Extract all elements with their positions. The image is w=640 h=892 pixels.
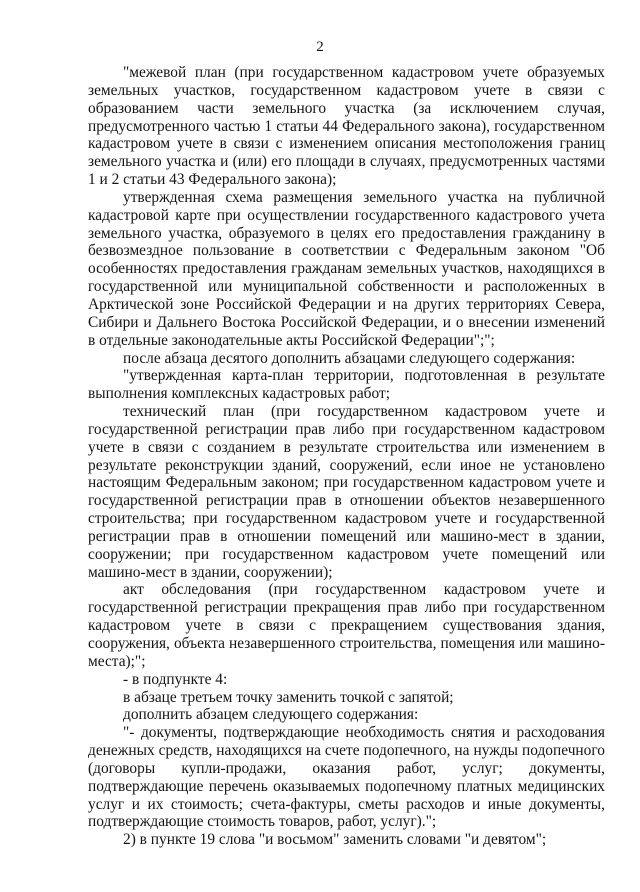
paragraph-dokumenty: "- документы, подтверждающие необходимость снятия и расходования денежных средств, находящихся на счете подопечного, на нужды подопечного (договоры купли-продажи, оказания работ, услуг; документы, подтверждающие перечень оказываемых подопечному платных медицинских услуг и их стоимость; счета-фактуры, сметы расходов и иные документы, подтверждающие стоимость товаров, работ, услуг)."; <box>88 724 605 831</box>
paragraph-akt-obsledovaniya: акт обследования (при государственном кадастровом учете и государственной регистрации прекращения прав либо при государственном кадастровом учете в связи с прекращением существования здания, сооружения, объекта незавершенного строительства, помещения или машино-места);"; <box>88 581 605 670</box>
paragraph-dopolnit-abzatsem: дополнить абзацем следующего содержания: <box>123 706 419 724</box>
paragraph-posle-abzatsa: после абзаца десятого дополнить абзацами следующего содержания: <box>123 349 576 367</box>
paragraph-tekhnicheskiy-plan: технический план (при государственном кадастровом учете и государственной регистрации прав либо при государственном кадастровом учете в связи с созданием в результате строительства или изменением в результате реконструкции зданий, сооружений, если иное не установлено настоящим Федеральным законом; при государственном кадастровом учете и государственной регистрации прав в отношении объектов незавершенного строительства; при государственном кадастровом учете и государственной регистрации прав в отношении помещений или машино-мест в здании, сооружении; при государственном кадастровом учете помещений или машино-мест в здании, сооружении); <box>88 403 605 581</box>
paragraph-podpunkt-4: - в подпункте 4: <box>123 670 228 688</box>
paragraph-mezhevoy-plan: "межевой план (при государственном кадастровом учете образуемых земельных участков, государственном кадастровом учете в связи с образованием части земельного участка (за исключением случая, предусмотренного частью 1 статьи 44 Федерального закона), государственном кадастровом учете в связи с изменением описания местоположения границ земельного участка и (или) его площади в случаях, предусмотренных частями 1 и 2 статьи 43 Федерального закона); <box>88 64 605 189</box>
paragraph-skhema-razmeshcheniya: утвержденная схема размещения земельного участка на публичной кадастровой карте при осуществлении государственного кадастрового учета земельного участка, образуемого в целях его предоставления гражданину в безвозмездное пользование в соответствии с Федеральным законом "Об особенностях предоставления гражданам земельных участков, находящихся в государственной или муниципальной собственности и расположенных в Арктической зоне Российской Федерации и на других территориях Севера, Сибири и Дальнего Востока Российской Федерации, и о внесении изменений в отдельные законодательные акты Российской Федерации";"; <box>88 188 605 349</box>
paragraph-abzats-tretiy: в абзаце третьем точку заменить точкой с запятой; <box>123 688 454 706</box>
paragraph-punkt-19: 2) в пункте 19 слова "и восьмом" заменить словами "и девятом"; <box>123 831 547 849</box>
paragraph-karta-plan: "утвержденная карта-план территории, подготовленная в результате выполнения комплексных кадастровых работ; <box>88 367 605 403</box>
document-body <box>88 64 605 849</box>
page-number: 2 <box>316 39 324 55</box>
